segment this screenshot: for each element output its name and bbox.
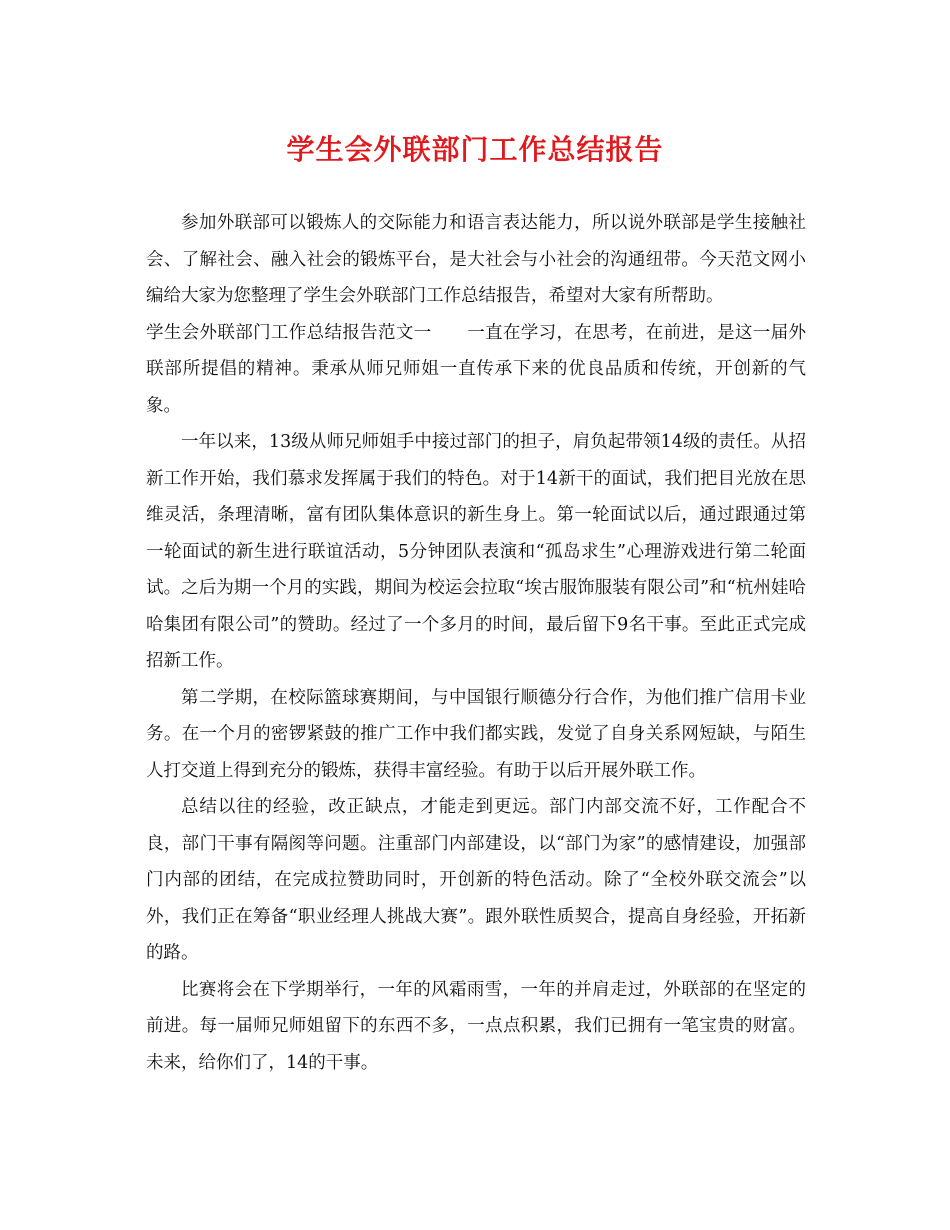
paragraph-second-semester: 第二学期，在校际篮球赛期间，与中国银行顺德分行合作，为他们推广信用卡业务。在一个月的密锣紧鼓的推广工作中我们都实践，发觉了自身关系网短缺，与陌生人打交道上得到充分的锻炼，获得丰富经验。有助于以后开展外联工作。 (146, 687, 806, 781)
paragraph-closing: 比赛将会在下学期举行，一年的风霜雨雪，一年的并肩走过，外联部的在坚定的前进。每一届师兄师姐留下的东西不多，一点点积累，我们已拥有一笔宝贵的财富。未来，给你们了，14的干事。 (146, 979, 806, 1073)
paragraph-summary: 总结以往的经验，改正缺点，才能走到更远。部门内部交流不好，工作配合不良，部门干事有隔阂等问题。注重部门内部建设，以“部门为家”的感情建设，加强部门内部的团结，在完成拉赞助同时，开创新的特色活动。除了“全校外联交流会”以外，我们正在筹备“职业经理人挑战大赛”。跟外联性质契合，提高自身经验，开拓新的路。 (146, 797, 806, 963)
document-title: 学生会外联部门工作总结报告 (286, 133, 664, 166)
paragraph-recruitment: 一年以来，13级从师兄师姐手中接过部门的担子，肩负起带领14级的责任。从招新工作开始，我们慕求发挥属于我们的特色。对于14新干的面试，我们把目光放在思维灵活，条理清晰，富有团队集体意识的新生身上。第一轮面试以后，通过跟通过第一轮面试的新生进行联谊活动，5分钟团队表演和“孤岛求生”心理游戏进行第二轮面试。之后为期一个月的实践，期间为校运会拉取“埃古服饰服装有限公司”和“杭州娃哈哈集团有限公司”的赞助。经过了一个多月的时间，最后留下9名干事。至此正式完成招新工作。 (146, 432, 806, 671)
paragraph-intro: 参加外联部可以锻炼人的交际能力和语言表达能力，所以说外联部是学生接触社会、了解社会、融入社会的锻炼平台，是大社会与小社会的沟通纽带。今天范文网小编给大家为您整理了学生会外联部门工作总结报告，希望对大家有所帮助。 (146, 213, 806, 306)
document-body (146, 205, 806, 1081)
paragraph-sample-heading: 学生会外联部门工作总结报告范文一 一直在学习，在思考，在前进，是这一届外联部所提倡的精神。秉承从师兄师姐一直传承下来的优良品质和传统，开创新的气象。 (146, 322, 806, 416)
